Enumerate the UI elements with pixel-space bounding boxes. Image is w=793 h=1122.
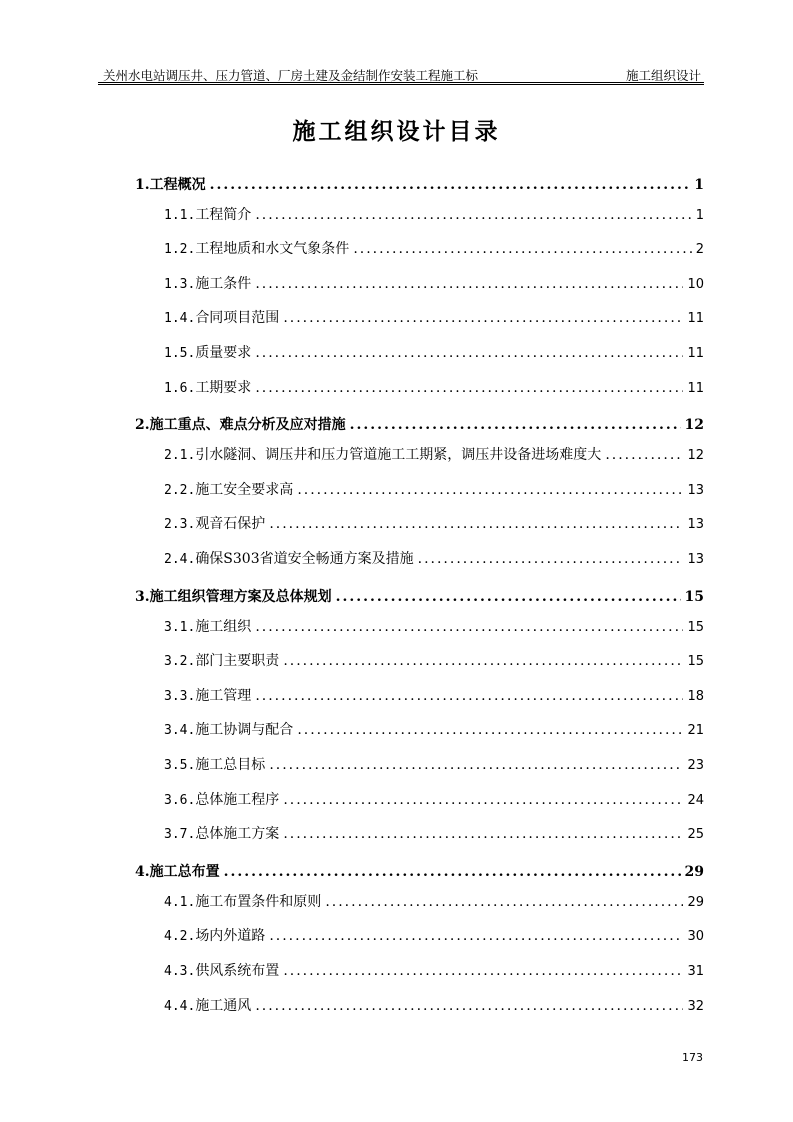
dot-leader — [255, 343, 683, 363]
toc-text: 确保S303省道安全畅通方案及措施 — [195, 551, 414, 567]
toc-page: 24 — [687, 793, 704, 808]
toc-entry-1-2[interactable] — [164, 239, 704, 259]
toc-entry-1-3[interactable] — [164, 274, 704, 294]
toc-text: 施工安全要求高 — [195, 482, 294, 498]
toc-text: 部门主要职责 — [195, 653, 280, 669]
toc-text: 施工组织 — [195, 619, 252, 635]
toc-text: 工程概况 — [149, 177, 206, 193]
toc-number: 3. — [135, 589, 150, 605]
toc-page: 11 — [687, 311, 704, 326]
header-rule — [98, 82, 704, 83]
dot-leader — [255, 274, 683, 294]
toc-page: 13 — [687, 552, 704, 567]
toc-number: 1.6. — [164, 381, 196, 396]
toc-page: 11 — [687, 346, 704, 361]
toc-entry-3-2[interactable] — [164, 651, 704, 671]
header-rule-thin — [98, 84, 704, 85]
toc-number: 3.4. — [164, 723, 196, 738]
dot-leader — [255, 205, 691, 225]
toc-number: 3.2. — [164, 654, 196, 669]
dot-leader — [325, 892, 683, 912]
toc-entry-4-2[interactable] — [164, 926, 704, 946]
toc-page: 18 — [687, 689, 704, 704]
toc-page: 21 — [687, 723, 704, 738]
toc-number: 2.4. — [164, 552, 196, 567]
dot-leader — [283, 790, 683, 810]
toc-text: 总体施工程序 — [195, 792, 280, 808]
toc-number: 2.3. — [164, 517, 196, 532]
toc-number: 3.3. — [164, 689, 196, 704]
dot-leader — [336, 587, 681, 607]
toc-entry-2[interactable] — [135, 415, 704, 435]
toc-number: 1. — [135, 177, 150, 193]
toc-page: 25 — [687, 827, 704, 842]
toc-number: 4.3. — [164, 964, 196, 979]
toc-page: 1 — [694, 177, 704, 193]
toc-text: 合同项目范围 — [195, 310, 280, 326]
dot-leader — [353, 239, 691, 259]
dot-leader — [255, 996, 683, 1016]
dot-leader — [255, 378, 683, 398]
dot-leader — [283, 651, 683, 671]
toc-text: 供风系统布置 — [195, 963, 280, 979]
toc-number: 1.5. — [164, 346, 196, 361]
toc-number: 4. — [135, 864, 150, 880]
toc-page: 15 — [687, 620, 704, 635]
toc-text: 总体施工方案 — [195, 826, 280, 842]
toc-page: 1 — [695, 208, 704, 223]
toc-number: 4.2. — [164, 929, 196, 944]
toc-page: 29 — [687, 895, 704, 910]
toc-number: 1.2. — [164, 242, 196, 257]
toc-text: 观音石保护 — [195, 516, 266, 532]
toc-page: 31 — [687, 964, 704, 979]
toc-text: 施工通风 — [195, 998, 252, 1014]
toc-number: 1.1. — [164, 208, 196, 223]
toc-text: 施工管理 — [195, 688, 252, 704]
toc-page: 15 — [687, 654, 704, 669]
toc-number: 3.7. — [164, 827, 196, 842]
header-right-title: 施工组织设计 — [625, 68, 701, 83]
toc-text: 工程地质和水文气象条件 — [195, 241, 350, 257]
toc-entry-3-1[interactable] — [164, 617, 704, 637]
toc-entry-3-7[interactable] — [164, 824, 704, 844]
dot-leader — [210, 175, 691, 195]
toc-number: 3.5. — [164, 758, 196, 773]
toc-number: 2.2. — [164, 483, 196, 498]
toc-text: 场内外道路 — [195, 928, 266, 944]
toc-entry-3[interactable] — [135, 587, 704, 607]
dot-leader — [269, 514, 683, 534]
toc-entry-1[interactable] — [135, 175, 704, 195]
toc-entry-4[interactable] — [135, 862, 704, 882]
toc-page: 12 — [684, 417, 704, 433]
toc-text: 施工重点、难点分析及应对措施 — [149, 417, 346, 433]
toc-number: 2.1. — [164, 448, 196, 463]
dot-leader — [255, 686, 683, 706]
dot-leader — [350, 415, 681, 435]
toc-page: 12 — [687, 448, 704, 463]
dot-leader — [418, 549, 684, 569]
toc-entry-2-2[interactable] — [164, 480, 704, 500]
toc-entry-4-4[interactable] — [164, 996, 704, 1016]
dot-leader — [605, 445, 683, 465]
toc-number: 4.1. — [164, 895, 196, 910]
toc-number: 3.1. — [164, 620, 196, 635]
toc-page: 30 — [687, 929, 704, 944]
toc-text: 施工总布置 — [149, 864, 220, 880]
toc-entry-1-4[interactable] — [164, 308, 704, 328]
toc-text: 施工组织管理方案及总体规划 — [149, 589, 332, 605]
toc-text: 施工总目标 — [195, 757, 266, 773]
toc-page: 13 — [687, 483, 704, 498]
toc-page: 23 — [687, 758, 704, 773]
page-title: 施工组织设计目录 — [292, 118, 501, 145]
toc-entry-1-6[interactable] — [164, 378, 704, 398]
toc-text: 工程简介 — [195, 207, 252, 223]
dot-leader — [224, 862, 681, 882]
toc-page: 11 — [687, 381, 704, 396]
dot-leader — [255, 617, 683, 637]
dot-leader — [283, 308, 683, 328]
toc-page: 29 — [684, 864, 704, 880]
toc-number: 4.4. — [164, 999, 196, 1014]
toc-text: 质量要求 — [195, 345, 252, 361]
toc-text: 施工布置条件和原则 — [195, 894, 322, 910]
dot-leader — [297, 720, 683, 740]
toc-entry-2-4[interactable] — [164, 549, 704, 569]
toc-page: 15 — [684, 589, 704, 605]
dot-leader — [269, 755, 683, 775]
toc-page: 13 — [687, 517, 704, 532]
toc-page: 32 — [687, 999, 704, 1014]
toc-entry-4-1[interactable] — [164, 892, 704, 912]
toc-entry-4-3[interactable] — [164, 961, 704, 981]
dot-leader — [283, 824, 683, 844]
toc-number: 3.6. — [164, 793, 196, 808]
toc-entry-2-1[interactable] — [164, 445, 704, 465]
toc-number: 1.4. — [164, 311, 196, 326]
toc-entry-2-3[interactable] — [164, 514, 704, 534]
toc-entry-3-5[interactable] — [164, 755, 704, 775]
dot-leader — [283, 961, 683, 981]
footer-page-number: 173 — [682, 1051, 703, 1064]
toc-entry-3-4[interactable] — [164, 720, 704, 740]
toc-entry-3-3[interactable] — [164, 686, 704, 706]
toc-page: 10 — [687, 277, 704, 292]
dot-leader — [269, 926, 683, 946]
dot-leader — [297, 480, 683, 500]
header-left-title: 关州水电站调压井、压力管道、厂房土建及金结制作安装工程施工标 — [103, 68, 479, 83]
toc-number: 2. — [135, 417, 150, 433]
toc-text: 引水隧洞、调压井和压力管道施工工期紧，调压井设备进场难度大 — [195, 447, 602, 463]
toc-text: 工期要求 — [195, 380, 252, 396]
toc-number: 1.3. — [164, 277, 196, 292]
toc-entry-1-1[interactable] — [164, 205, 704, 225]
toc-text: 施工协调与配合 — [195, 722, 294, 738]
toc-page: 2 — [695, 242, 704, 257]
toc-entry-1-5[interactable] — [164, 343, 704, 363]
toc-text: 施工条件 — [195, 276, 252, 292]
toc-entry-3-6[interactable] — [164, 790, 704, 810]
